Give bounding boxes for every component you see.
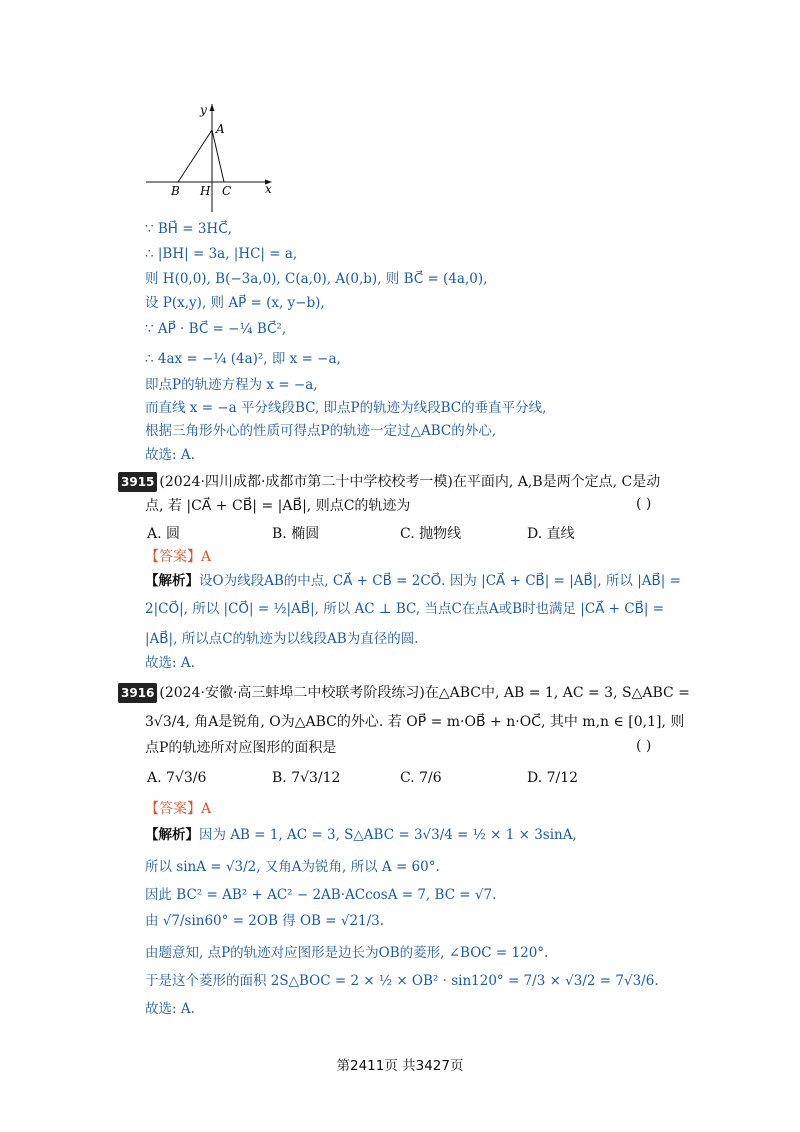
option-b: B. 7√3/12	[272, 770, 341, 786]
question-number-badge: 3916	[118, 683, 157, 703]
sol-line: 而直线 x = −a 平分线段BC, 即点P的轨迹为线段BC的垂直平分线,	[145, 400, 547, 416]
question-3916-line2: 3√3/4, 角A是锐角, O为△ABC的外心. 若 OP⃗ = m·OB⃗ + n·OC⃗, 其中 m,n ∈ [0,1], 则	[145, 714, 685, 730]
sol-line: 故选: A.	[145, 447, 195, 463]
label-x: x	[265, 182, 272, 196]
option-d: D. 7/12	[527, 770, 579, 786]
analysis-line: 【解析】因为 AB = 1, AC = 3, S△ABC = 3√3/4 = ½ × 1 × 3sinA,	[145, 827, 577, 843]
sol-line: 设 P(x,y), 则 AP⃗ = (x, y−b),	[145, 295, 325, 311]
sol-line: ∴ |BH| = 3a, |HC| = a,	[145, 246, 298, 262]
question-3916-line1: 3916 (2024·安徽·高三蚌埠二中校联考阶段练习)在△ABC中, AB = 1, AC = 3, S△ABC =	[118, 683, 690, 703]
label-b: B	[171, 184, 180, 198]
question-3915-line1: 3915 (2024·四川成都·成都市第二十中学校校考一模)在平面内, A,B是两个定点, C是动	[118, 472, 660, 492]
analysis-line: 故选: A.	[145, 1001, 195, 1017]
option-d: D. 直线	[527, 526, 575, 542]
analysis-line: 2|CO⃗|, 所以 |CO⃗| = ½|AB⃗|, 所以 AC ⊥ BC, 当点C在点A或B时也满足 |CA⃗ + CB⃗| =	[145, 601, 665, 617]
analysis-line: 因此 BC² = AB² + AC² − 2AB·ACcosA = 7, BC = √7.	[145, 887, 497, 903]
sol-line: 则 H(0,0), B(−3a,0), C(a,0), A(0,b), 则 BC⃗ = (4a,0),	[145, 271, 488, 287]
sol-line: 根据三角形外心的性质可得点P的轨迹一定过△ABC的外心,	[145, 423, 497, 439]
analysis-line: 【解析】设O为线段AB的中点, CA⃗ + CB⃗ = 2CO⃗. 因为 |CA⃗ + CB⃗| = |AB⃗|, 所以 |AB⃗| =	[145, 573, 681, 589]
answer-label: 【答案】A	[145, 801, 212, 817]
question-number-badge: 3915	[118, 472, 157, 492]
answer-label: 【答案】A	[145, 549, 212, 565]
option-a: A. 圆	[147, 526, 181, 542]
coordinate-figure	[140, 98, 285, 214]
label-h: H	[200, 184, 211, 198]
analysis-line: 由题意知, 点P的轨迹对应图形是边长为OB的菱形, ∠BOC = 120°.	[145, 945, 549, 961]
option-c: C. 抛物线	[400, 526, 462, 542]
answer-blank: ( )	[636, 738, 652, 754]
answer-blank: ( )	[636, 496, 652, 512]
analysis-line: 于是这个菱形的面积 2S△BOC = 2 × ½ × OB² · sin120° = 7/3 × √3/2 = 7√3/6.	[145, 973, 659, 989]
analysis-line: 所以 sinA = √3/2, 又角A为锐角, 所以 A = 60°.	[145, 859, 440, 875]
question-3915-line2: 点, 若 |CA⃗ + CB⃗| = |AB⃗|, 则点C的轨迹为	[145, 498, 411, 514]
question-3916-line3: 点P的轨迹所对应图形的面积是	[145, 740, 337, 756]
label-a: A	[216, 122, 225, 136]
analysis-line: |AB⃗|, 所以点C的轨迹为以线段AB为直径的圆.	[145, 631, 419, 647]
analysis-line: 由 √7/sin60° = 2OB 得 OB = √21/3.	[145, 913, 385, 929]
sol-line: 即点P的轨迹方程为 x = −a,	[145, 377, 318, 393]
analysis-line: 故选: A.	[145, 655, 195, 671]
option-c: C. 7/6	[400, 770, 442, 786]
label-c: C	[222, 184, 232, 198]
page-footer: 第2411页 共3427页	[336, 1058, 464, 1074]
sol-line: ∴ 4ax = −¼ (4a)², 即 x = −a,	[145, 351, 341, 367]
label-y: y	[200, 103, 207, 117]
sol-line: ∵ AP⃗ · BC⃗ = −¼ BC⃗²,	[145, 321, 287, 337]
option-b: B. 椭圆	[272, 526, 320, 542]
sol-line: ∵ BH⃗ = 3HC⃗,	[145, 221, 232, 237]
option-a: A. 7√3/6	[147, 770, 207, 786]
